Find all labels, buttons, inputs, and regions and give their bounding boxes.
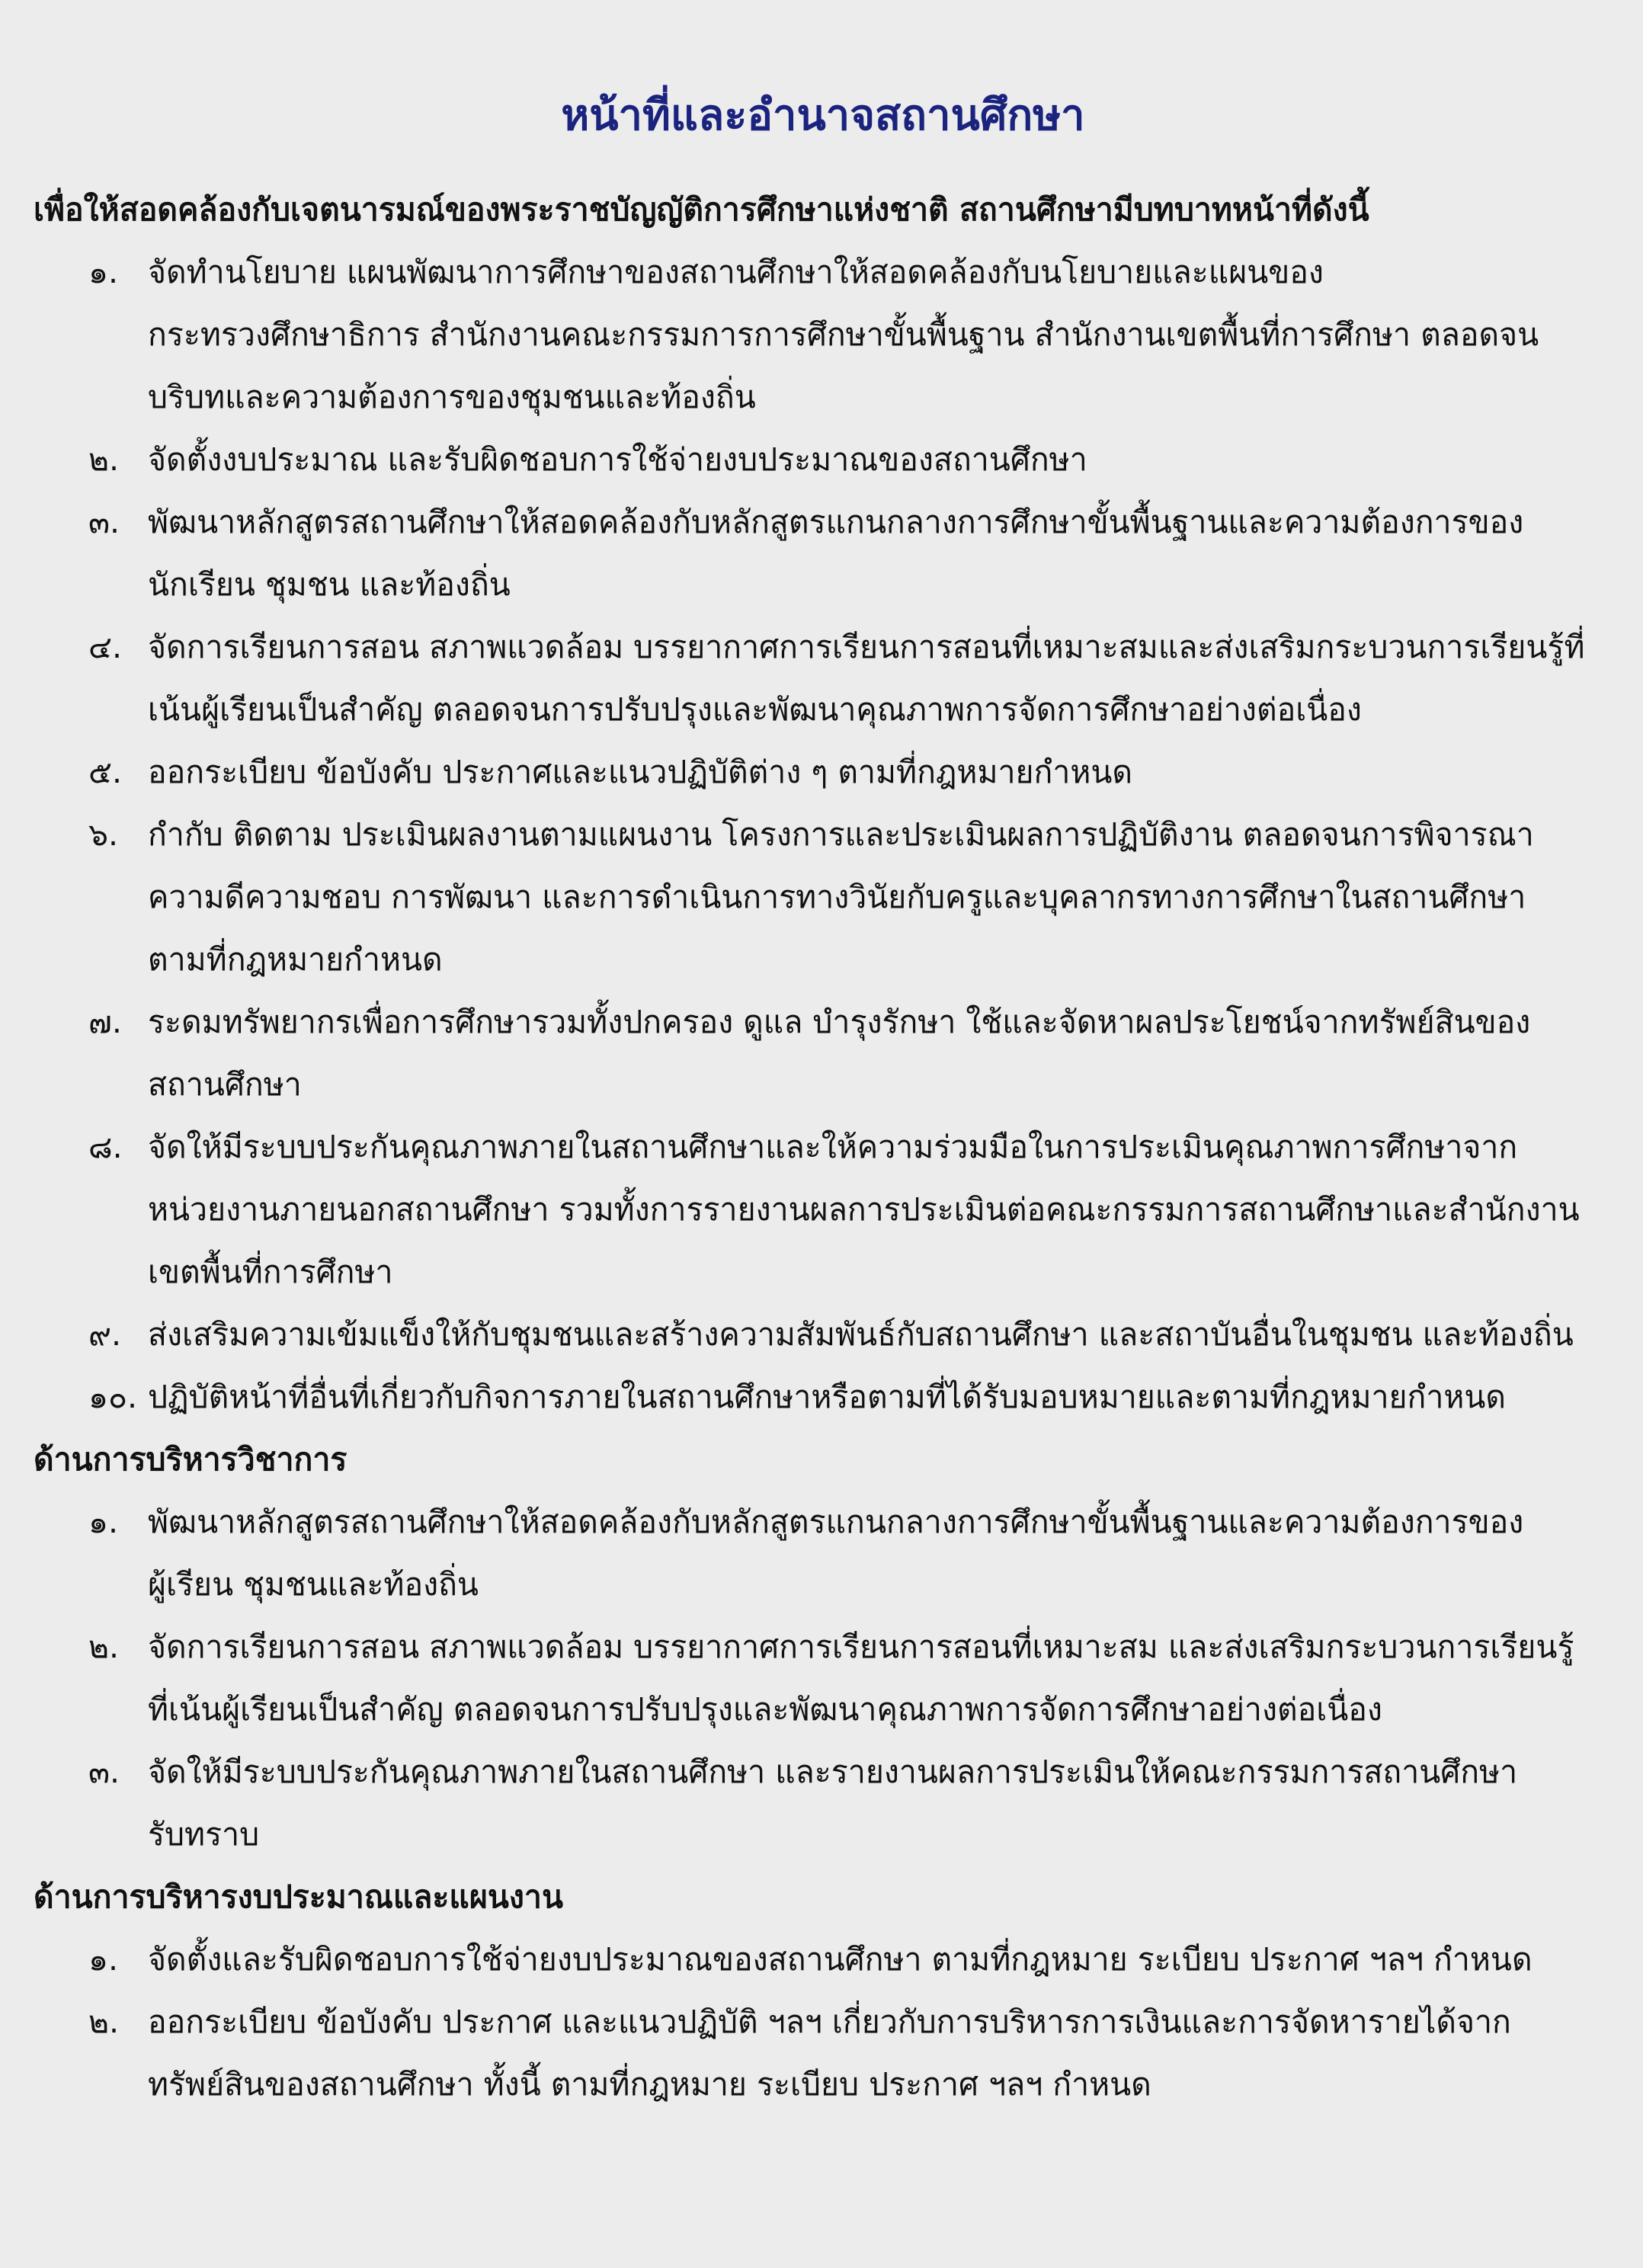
list-item-number: ๘. — [88, 1129, 123, 1165]
list-item-line: รับทราบ — [148, 1816, 260, 1853]
list-item — [34, 741, 1613, 803]
list-item-text — [148, 803, 1613, 991]
budget-list — [34, 1928, 1613, 2116]
list-item-number: ๒. — [88, 2004, 120, 2040]
list-item — [34, 1741, 1613, 1866]
list-item-line: ทรัพย์สินของสถานศึกษา ทั้งนี้ ตามที่กฎหมาย ระเบียบ ประกาศ ฯลฯ กำหนด — [148, 2066, 1151, 2103]
list-item-line: พัฒนาหลักสูตรสถานศึกษาให้สอดคล้องกับหลักสูตรแกนกลางการศึกษาขั้นพื้นฐานและความต้องการของ — [148, 504, 1524, 540]
list-item-line: จัดการเรียนการสอน สภาพแวดล้อม บรรยากาศการเรียนการสอนที่เหมาะสม และส่งเสริมกระบวนการเรียนรู้ — [148, 1629, 1574, 1665]
list-item-line: จัดตั้งงบประมาณ และรับผิดชอบการใช้จ่ายงบประมาณของสถานศึกษา — [148, 441, 1087, 478]
list-item-number: ๒. — [88, 441, 120, 478]
list-item — [34, 1366, 1613, 1428]
list-item-number: ๓. — [88, 504, 120, 540]
list-item-text — [148, 1491, 1613, 1616]
list-item-text — [148, 241, 1613, 428]
list-item-text — [148, 1991, 1613, 2116]
list-item-number: ๖. — [88, 816, 119, 853]
list-item-number: ๑. — [88, 1504, 119, 1540]
list-item-text — [148, 616, 1613, 741]
list-item-line: จัดให้มีระบบประกันคุณภาพภายในสถานศึกษา และรายงานผลการประเมินให้คณะกรรมการสถานศึกษา — [148, 1754, 1518, 1790]
list-item-line: เขตพื้นที่การศึกษา — [148, 1254, 393, 1290]
list-item-line: ตามที่กฎหมายกำหนด — [148, 941, 443, 978]
page-title: หน้าที่และอำนาจสถานศึกษา — [561, 91, 1085, 140]
list-item-number: ๔. — [88, 629, 123, 665]
list-item — [34, 1991, 1613, 2116]
list-item-number: ๒. — [88, 1629, 120, 1665]
list-item — [34, 1303, 1613, 1366]
academic-list — [34, 1491, 1613, 1866]
list-item-text — [148, 1616, 1613, 1741]
list-item-number: ๑. — [88, 254, 119, 290]
list-item-line: บริบทและความต้องการของชุมชนและท้องถิ่น — [148, 379, 756, 415]
list-item-line: จัดให้มีระบบประกันคุณภาพภายในสถานศึกษาและให้ความร่วมมือในการประเมินคุณภาพการศึกษาจาก — [148, 1129, 1518, 1165]
list-item-text — [148, 1116, 1613, 1303]
list-item-text — [148, 991, 1613, 1116]
list-item-number: ๑๐. — [88, 1379, 138, 1415]
list-item-text — [148, 491, 1613, 616]
list-item-line: กระทรวงศึกษาธิการ สำนักงานคณะกรรมการการศึกษาขั้นพื้นฐาน สำนักงานเขตพื้นที่การศึกษา ตลอดจน — [148, 316, 1539, 353]
list-item-line: นักเรียน ชุมชน และท้องถิ่น — [148, 566, 511, 603]
intro-text: เพื่อให้สอดคล้องกับเจตนารมณ์ของพระราชบัญญัติการศึกษาแห่งชาติ สถานศึกษามีบทบาทหน้าที่ดังนี้ — [34, 191, 1369, 228]
list-item — [34, 1616, 1613, 1741]
list-item-text — [148, 741, 1613, 803]
list-item-line: ส่งเสริมความเข้มแข็งให้กับชุมชนและสร้างความสัมพันธ์กับสถานศึกษา และสถาบันอื่นในชุมชน และท้องถิ่น — [148, 1316, 1574, 1353]
list-item-text — [148, 428, 1613, 491]
list-item-line: พัฒนาหลักสูตรสถานศึกษาให้สอดคล้องกับหลักสูตรแกนกลางการศึกษาขั้นพื้นฐานและความต้องการของ — [148, 1504, 1524, 1540]
list-item-text — [148, 1741, 1613, 1866]
list-item — [34, 491, 1613, 616]
list-item-number: ๓. — [88, 1754, 120, 1790]
list-item-line: ความดีความชอบ การพัฒนา และการดำเนินการทางวินัยกับครูและบุคลากรทางการศึกษาในสถานศึกษา — [148, 879, 1526, 915]
list-item-line: ออกระเบียบ ข้อบังคับ ประกาศและแนวปฏิบัติต่าง ๆ ตามที่กฎหมายกำหนด — [148, 754, 1133, 790]
academic-section-heading: ด้านการบริหารวิชาการ — [34, 1441, 347, 1478]
list-item-text — [148, 1928, 1613, 1991]
list-item-number: ๙. — [88, 1316, 122, 1353]
list-item — [34, 428, 1613, 491]
list-item-line: ออกระเบียบ ข้อบังคับ ประกาศ และแนวปฏิบัติ ฯลฯ เกี่ยวกับการบริหารการเงินและการจัดหารายได้จาก — [148, 2004, 1511, 2040]
list-item — [34, 991, 1613, 1116]
list-item-number: ๕. — [88, 754, 123, 790]
list-item-line: ปฏิบัติหน้าที่อื่นที่เกี่ยวกับกิจการภายในสถานศึกษาหรือตามที่ได้รับมอบหมายและตามที่กฎหมายกำหนด — [148, 1379, 1507, 1415]
list-item-line: จัดตั้งและรับผิดชอบการใช้จ่ายงบประมาณของสถานศึกษา ตามที่กฎหมาย ระเบียบ ประกาศ ฯลฯ กำหนด — [148, 1941, 1533, 1978]
list-item — [34, 1116, 1613, 1303]
list-item-line: จัดการเรียนการสอน สภาพแวดล้อม บรรยากาศการเรียนการสอนที่เหมาะสมและส่งเสริมกระบวนการเรียนรู้ที่ — [148, 629, 1585, 665]
list-item — [34, 803, 1613, 991]
duties-list — [34, 241, 1613, 1428]
list-item — [34, 1491, 1613, 1616]
budget-section-heading: ด้านการบริหารงบประมาณและแผนงาน — [34, 1879, 563, 1915]
list-item-line: สถานศึกษา — [148, 1066, 302, 1103]
list-item-line: ระดมทรัพยากรเพื่อการศึกษารวมทั้งปกครอง ดูแล บำรุงรักษา ใช้และจัดหาผลประโยชน์จากทรัพย์สินของ — [148, 1004, 1531, 1040]
list-item — [34, 616, 1613, 741]
list-item-number: ๗. — [88, 1004, 122, 1040]
list-item-line: กำกับ ติดตาม ประเมินผลงานตามแผนงาน โครงการและประเมินผลการปฏิบัติงาน ตลอดจนการพิจารณา — [148, 816, 1534, 853]
list-item-line: ผู้เรียน ชุมชนและท้องถิ่น — [148, 1566, 479, 1603]
list-item-line: หน่วยงานภายนอกสถานศึกษา รวมทั้งการรายงานผลการประเมินต่อคณะกรรมการสถานศึกษาและสำนักงาน — [148, 1191, 1580, 1228]
list-item-number: ๑. — [88, 1941, 119, 1978]
list-item-line: จัดทำนโยบาย แผนพัฒนาการศึกษาของสถานศึกษาให้สอดคล้องกับนโยบายและแผนของ — [148, 254, 1324, 290]
list-item-text — [148, 1303, 1613, 1366]
list-item-line: เน้นผู้เรียนเป็นสำคัญ ตลอดจนการปรับปรุงและพัฒนาคุณภาพการจัดการศึกษาอย่างต่อเนื่อง — [148, 691, 1362, 728]
list-item — [34, 1928, 1613, 1991]
list-item — [34, 241, 1613, 428]
list-item-text — [148, 1366, 1613, 1428]
list-item-line: ที่เน้นผู้เรียนเป็นสำคัญ ตลอดจนการปรับปรุงและพัฒนาคุณภาพการจัดการศึกษาอย่างต่อเนื่อง — [148, 1691, 1382, 1728]
